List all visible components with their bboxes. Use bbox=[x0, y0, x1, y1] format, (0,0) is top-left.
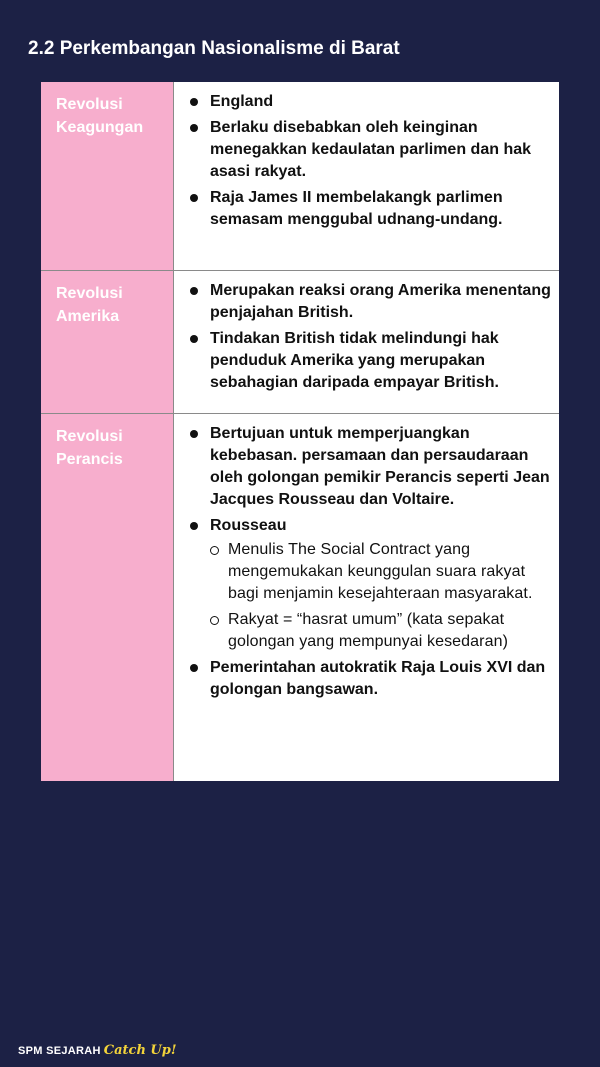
list-item: Berlaku disebabkan oleh keinginan menegakkan kedaulatan parlimen dan hak asasi rakyat. bbox=[188, 117, 551, 183]
list-item: Rousseau Menulis The Social Contract yang mengemukakan keunggulan suara rakyat bagi menjamin kesejahteraan masyarakat. Rakyat = “hasrat umum” (kata sepakat golongan yang mempunyai kesedaran) bbox=[188, 515, 551, 653]
footer-logo bbox=[18, 1043, 177, 1058]
row-label: Revolusi Amerika bbox=[41, 271, 174, 413]
list-item: England bbox=[188, 91, 551, 113]
bullet-icon bbox=[190, 287, 198, 295]
hollow-bullet-icon bbox=[210, 546, 219, 555]
row-content bbox=[174, 82, 559, 270]
list-item: Bertujuan untuk memperjuangkan kebebasan. persamaan dan persaudaraan oleh golongan pemikir Perancis seperti Jean Jacques Rousseau dan Voltaire. bbox=[188, 423, 551, 511]
bullet-icon bbox=[190, 124, 198, 132]
bullet-icon bbox=[190, 98, 198, 106]
row-content bbox=[174, 414, 559, 781]
bullet-icon bbox=[190, 194, 198, 202]
bullet-icon bbox=[190, 664, 198, 672]
list-item: Pemerintahan autokratik Raja Louis XVI dan golongan bangsawan. bbox=[188, 657, 551, 701]
table-row bbox=[41, 82, 559, 271]
bullet-icon bbox=[190, 522, 198, 530]
list-item: Tindakan British tidak melindungi hak penduduk Amerika yang merupakan sebahagian daripada empayar British. bbox=[188, 328, 551, 394]
page-title: 2.2 Perkembangan Nasionalisme di Barat bbox=[28, 38, 400, 59]
footer-tagline: Catch Up! bbox=[103, 1043, 177, 1058]
table-row bbox=[41, 271, 559, 414]
list-item: Raja James II membelakangk parlimen semasam menggubal udnang-undang. bbox=[188, 187, 551, 231]
list-item: Merupakan reaksi orang Amerika menentang penjajahan British. bbox=[188, 280, 551, 324]
bullet-icon bbox=[190, 335, 198, 343]
row-label: Revolusi Keagungan bbox=[41, 82, 174, 270]
sub-list-item: Rakyat = “hasrat umum” (kata sepakat golongan yang mempunyai kesedaran) bbox=[210, 609, 551, 653]
row-content bbox=[174, 271, 559, 413]
revolution-table bbox=[41, 82, 559, 781]
hollow-bullet-icon bbox=[210, 616, 219, 625]
sub-list-item: Menulis The Social Contract yang mengemukakan keunggulan suara rakyat bagi menjamin kesejahteraan masyarakat. bbox=[210, 539, 551, 605]
table-row bbox=[41, 414, 559, 781]
bullet-icon bbox=[190, 430, 198, 438]
footer-brand: SPM SEJARAH bbox=[18, 1045, 101, 1057]
row-label: Revolusi Perancis bbox=[41, 414, 174, 781]
